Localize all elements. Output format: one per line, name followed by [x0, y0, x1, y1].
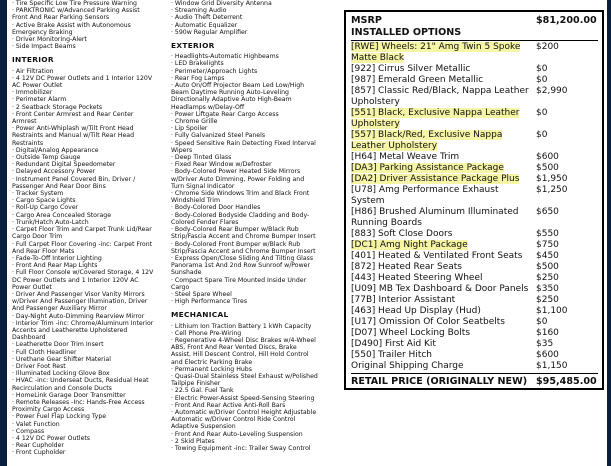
option-row [351, 251, 598, 262]
feature-line: · Perimeter Alarm [12, 96, 67, 104]
feature-line: · Body-Colored Front Bumper w/Black Rub [171, 240, 301, 248]
feature-line: · Body-Colored Power Heated Side Mirrors [171, 168, 301, 176]
option-price: $250 [536, 273, 559, 283]
option-row [351, 229, 598, 240]
feature-line: And Passenger Auxiliary Mirror [12, 305, 107, 313]
option-row [351, 130, 598, 152]
option-label: [550] Trailer Hitch [351, 350, 432, 360]
safety-feature-list [12, 0, 165, 50]
feature-line: Recirculation and Console Ducts [12, 384, 112, 392]
option-price: $0 [536, 317, 548, 327]
feature-line: · Outside Temp Gauge [12, 154, 81, 162]
feature-line: · Power Anti-Whiplash w/Tilt Front Head [12, 125, 134, 133]
feature-line: · Headlights-Automatic Highbeams [171, 53, 279, 61]
feature-line: And Rear Floor Mats [12, 247, 75, 255]
feature-line: · Automatic Equalizer [171, 21, 238, 29]
option-label: [U09] MB Tex Dashboard & Door Panels [351, 284, 529, 294]
option-price: $600 [536, 152, 559, 162]
option-label: [872] Heated Rear Seats [351, 262, 462, 272]
feature-line: · Fully Galvanized Steel Panels [171, 132, 266, 140]
feature-line: · Driver And Passenger Visor Vanity Mirrors [12, 290, 145, 298]
feature-line: Beam Daytime Running Auto-Leveling [171, 89, 289, 97]
option-row [351, 42, 598, 64]
option-label: [401] Heated & Ventilated Front Seats [351, 251, 523, 261]
option-label: [U78] Amg Performance Exhaust System [351, 185, 499, 206]
feature-line: · Redundant Digital Speedometer [12, 161, 116, 169]
option-label: [551] Black, Exclusive Nappa Leather Upholstery [351, 108, 520, 129]
feature-line: Tailpipe Finisher [171, 380, 221, 388]
feature-line: · Front And Rear Active Anti-Roll Bars [171, 401, 286, 409]
option-price: $450 [536, 251, 559, 261]
feature-line: · Full Floor Console w/Covered Storage, 4 12V [12, 269, 154, 277]
option-label: [U17] Omission Of Color Seatbelts [351, 317, 505, 327]
option-price: $200 [536, 42, 559, 52]
option-label: [DA2] Driver Assistance Package Plus [351, 174, 520, 184]
feature-line: w/Driver And Passenger Illumination, Driver [12, 298, 148, 306]
feature-line: · Fixed Rear Window w/Defroster [171, 161, 272, 169]
feature-line: Directionally Adaptive Auto High-Beam [171, 96, 292, 104]
option-price: $750 [536, 240, 559, 250]
option-label: [D490] First Aid Kit [351, 339, 436, 349]
feature-line: · LED Brakelights [171, 60, 224, 68]
option-price: $0 [536, 130, 548, 140]
retail-price-label: RETAIL PRICE (ORIGINALLY NEW) [351, 376, 528, 387]
feature-line: · Driver Foot Rest [12, 362, 66, 370]
feature-line: · Full Cloth Headliner [12, 348, 77, 356]
msrp-value: $81,200.00 [536, 15, 597, 26]
feature-line: · Quasi-Dual Stainless Steel Exhaust w/Polished [171, 372, 318, 380]
option-row [351, 339, 598, 350]
option-price: $500 [536, 262, 559, 272]
option-label: [987] Emerald Green Metallic [351, 75, 484, 85]
msrp-label: MSRP [351, 15, 382, 26]
feature-line: · Roll-Up Cargo Cover [12, 204, 79, 212]
option-row [351, 207, 598, 229]
option-price: $160 [536, 328, 559, 338]
feature-line: · HomeLink Garage Door Transmitter [12, 391, 126, 399]
feature-line: Accents and Leatherette Upholstered [12, 326, 128, 334]
feature-line: · 22.5 Gal. Fuel Tank [171, 387, 234, 395]
feature-line: Automatic w/Driver Control Ride Control [171, 416, 296, 424]
feature-line: · Front And Rear Auto-Leveling Suspension [171, 430, 303, 438]
option-label: [H86] Brushed Aluminum Illuminated Running Boards [351, 207, 519, 228]
feature-line: · Front And Rear Map Lights [12, 262, 98, 270]
feature-line: · Fade-To-Off Interior Lighting [12, 254, 102, 262]
feature-line: and Electric Parking Brake [171, 358, 253, 366]
feature-line: · Auto On/Off Projector Beam Led Low/High [171, 82, 305, 90]
option-label: [DA3] Parking Assistance Package [351, 163, 504, 173]
option-label: [857] Classic Red/Black, Nappa Leather Upholstery [351, 86, 529, 107]
feature-line: · Compass [12, 427, 45, 435]
audio-feature-list [171, 0, 336, 36]
feature-line: Headlamps w/Delay-Off [171, 103, 245, 111]
feature-line: · Illuminated Locking Glove Box [12, 370, 110, 378]
feature-line: · Valet Function [12, 420, 60, 428]
feature-line: · 2 Skid Plates [171, 437, 215, 445]
feature-line: Power Outlet [12, 283, 52, 291]
feature-line: Restraints [12, 139, 44, 147]
interior-heading: INTERIOR [12, 55, 54, 65]
feature-line: · Cargo Area Concealed Storage [12, 211, 112, 219]
option-row [351, 64, 598, 75]
feature-line: Proximity Cargo Access [12, 406, 85, 414]
retail-price-row [351, 375, 598, 388]
feature-line: · Digital/Analog Appearance [12, 146, 99, 154]
option-label: [557] Black/Red, Exclusive Nappa Leather Upholstery [351, 130, 503, 151]
option-price: $2,990 [536, 86, 568, 96]
option-row [351, 163, 598, 174]
option-row [351, 108, 598, 130]
feature-line: · Active Brake Assist with Autonomous [12, 21, 131, 29]
feature-line: · 4 12V DC Power Outlets [12, 434, 91, 442]
option-price: $1,100 [536, 306, 568, 316]
feature-line: · Steel Spare Wheel [171, 290, 232, 298]
feature-line: Sunshade [171, 269, 202, 277]
feature-line: · Chrome Side Windows Trim and Black Front [171, 190, 310, 198]
feature-line: · Front Cupholder [12, 449, 66, 457]
option-label: Original Shipping Charge [351, 361, 464, 371]
feature-line: · Instrument Panel Covered Bin, Driver / [12, 175, 136, 183]
option-price: $0 [536, 64, 548, 74]
feature-line: · Leatherette Door Trim Insert [12, 341, 104, 349]
feature-line: Front And Rear Parking Sensors [12, 14, 110, 22]
feature-line: · Cell Phone Pre-Wiring [171, 329, 242, 337]
feature-line: · Power Liftgate Rear Cargo Access [171, 110, 279, 118]
feature-line: · Rear Cupholder [12, 442, 64, 450]
feature-line: Windshield Trim [171, 197, 220, 205]
feature-line: · Air Filtration [12, 67, 54, 75]
feature-line: · Day-Night Auto-Dimming Rearview Mirror [12, 312, 145, 320]
window-sticker-sheet [7, 0, 607, 466]
feature-line: Strip/Fascia Accent and Chrome Bumper Insert [171, 233, 316, 241]
feature-line: Cargo [171, 283, 190, 291]
feature-line: · Electric Power-Assist Speed-Sensing Steering [171, 394, 315, 402]
feature-line: · Urethane Gear Shifter Material [12, 355, 111, 363]
options-top-rule [351, 40, 598, 41]
feature-line: · Driver Monitoring-Alert [12, 36, 87, 44]
feature-line: Assist, Hill Descent Control, Hill Hold Control [171, 351, 309, 359]
feature-line: AC Power Outlet [12, 82, 63, 90]
feature-line: · Delayed Accessory Power [12, 168, 96, 176]
feature-line: ABS, Front And Rear Vented Discs, Brake [171, 344, 297, 352]
option-row [351, 317, 598, 328]
option-label: [77B] Interior Assistant [351, 295, 456, 305]
feature-line: · Full Carpet Floor Covering -inc: Carpet Front [12, 240, 153, 248]
feature-line: · Lip Spoiler [171, 125, 208, 133]
feature-line: Emergency Braking [12, 28, 73, 36]
feature-line: Passenger And Rear Door Bins [12, 182, 106, 190]
feature-line: Turn Signal Indicator [171, 182, 235, 190]
feature-line: Wipers [171, 146, 193, 154]
feature-line: Strip/Fascia Accent and Chrome Bumper Insert [171, 247, 316, 255]
feature-line: · Tracker System [12, 190, 64, 198]
feature-line: · Speed Sensitive Rain Detecting Fixed Interval [171, 139, 316, 147]
option-price: $350 [536, 284, 559, 294]
feature-line: · Carpet Floor Trim and Carpet Trunk Lid/Rear [12, 226, 152, 234]
option-row [351, 152, 598, 163]
feature-line: · Power Fuel Flap Locking Type [12, 413, 107, 421]
feature-line: Dashboard [12, 334, 46, 342]
feature-line: · Immobilizer [12, 89, 53, 97]
option-row [351, 240, 598, 251]
option-row [351, 306, 598, 317]
option-row [351, 328, 598, 339]
option-price: $35 [536, 339, 554, 349]
option-price: $600 [536, 350, 559, 360]
option-row [351, 350, 598, 361]
option-label: [883] Soft Close Doors [351, 229, 453, 239]
feature-line: · Cargo Space Lights [12, 197, 76, 205]
feature-line: · Perimeter/Approach Lights [171, 67, 258, 75]
option-label: [922] Cirrus Silver Metallic [351, 64, 471, 74]
exterior-feature-list [171, 53, 336, 305]
middle-feature-column [171, 0, 336, 452]
feature-line: · Streaming Audio [171, 7, 227, 15]
installed-options-list [351, 42, 598, 372]
feature-line: · Front Center Armrest and Rear Center [12, 110, 134, 118]
option-label: [D07] Wheel Locking Bolts [351, 328, 471, 338]
retail-price-value: $95,485.00 [536, 376, 597, 387]
feature-line: · Lithium Ion Traction Battery 1 kWh Capacity [171, 322, 312, 330]
option-row [351, 361, 598, 372]
option-price: $0 [536, 108, 548, 118]
mechanical-feature-list [171, 323, 336, 453]
feature-line: · Regenerative 4-Wheel Disc Brakes w/4-Wheel [171, 336, 316, 344]
feature-line: · Window Grid Diversity Antenna [171, 0, 272, 7]
feature-line: · Chrome Grille [171, 118, 218, 126]
feature-line: · 4 12V DC Power Outlets and 1 Interior 120V [12, 74, 153, 82]
feature-line: Colored Fender Flares [171, 218, 239, 226]
feature-line: Armrest [12, 118, 37, 126]
exterior-heading: EXTERIOR [171, 41, 215, 51]
option-price: $500 [536, 163, 559, 173]
feature-line: · Body-Colored Door Handles [171, 204, 261, 212]
feature-line: · Automatic w/Driver Control Height Adjustable [171, 408, 317, 416]
option-price: $550 [536, 229, 559, 239]
options-bottom-rule [351, 373, 598, 374]
option-row [351, 273, 598, 284]
feature-line: · Compact Spare Tire Mounted Inside Under [171, 276, 307, 284]
feature-line: · Body-Colored Rear Bumper w/Black Rub [171, 226, 299, 234]
feature-line: · 590w Regular Amplifier [171, 28, 248, 36]
price-sticker-box [344, 10, 604, 390]
feature-line: · Trunk/Hatch Auto-Latch [12, 218, 89, 226]
feature-line: Restraints and Manual w/Tilt Rear Head [12, 132, 135, 140]
feature-line: · Tire Specific Low Tire Pressure Warning [12, 0, 137, 7]
installed-options-heading: INSTALLED OPTIONS [351, 27, 462, 38]
feature-line: · Audio Theft Deterrent [171, 14, 243, 22]
feature-line: · Deep Tinted Glass [171, 154, 232, 162]
mechanical-heading: MECHANICAL [171, 310, 229, 320]
option-label: [463] Head Up Display (Hud) [351, 306, 481, 316]
feature-line: · Express Open/Close Sliding And Tilting Glass [171, 254, 314, 262]
option-price: $250 [536, 295, 559, 305]
feature-line: Panorama 1st And 2nd Row Sunroof w/Power [171, 262, 311, 270]
feature-line: · Permanent Locking Hubs [171, 365, 252, 373]
option-row [351, 262, 598, 273]
feature-line: · PARKTRONIC w/Advanced Parking Assist [12, 7, 140, 15]
option-row [351, 75, 598, 86]
feature-line: · Body-Colored Bodyside Cladding and Body- [171, 211, 310, 219]
feature-line: · Towing Equipment -inc: Trailer Sway Control [171, 444, 311, 452]
option-row [351, 86, 598, 108]
option-price: $1,250 [536, 185, 568, 195]
feature-line: · Remote Releases -Inc: Hands-Free Access [12, 398, 145, 406]
feature-line: · High Performance Tires [171, 298, 248, 306]
option-label: [RWE] Wheels: 21" Amg Twin 5 Spoke Matte Black [351, 42, 521, 63]
feature-line: Cargo Door Trim [12, 233, 63, 241]
option-row [351, 295, 598, 306]
msrp-row [351, 14, 598, 27]
interior-feature-list [12, 68, 165, 457]
option-label: [DC1] Amg Night Package [351, 240, 468, 250]
option-price: $0 [536, 75, 548, 85]
feature-line: · 2 Seatback Storage Pockets [12, 103, 103, 111]
feature-line: Adaptive Suspension [171, 423, 236, 431]
option-row [351, 174, 598, 185]
option-label: [H64] Metal Weave Trim [351, 152, 460, 162]
option-price: $1,950 [536, 174, 568, 184]
feature-line: w/Driver Auto Dimming, Power Folding and [171, 175, 305, 183]
left-feature-column [12, 0, 165, 457]
feature-line: DC Power Outlets and 1 Interior 120V AC [12, 276, 139, 284]
option-row [351, 284, 598, 295]
option-label: [443] Heated Steering Wheel [351, 273, 483, 283]
option-price: $1,150 [536, 361, 568, 371]
feature-line: · Rear Fog Lamps [171, 74, 225, 82]
feature-line: · HVAC -inc: Underseat Ducts, Residual Heat [12, 377, 149, 385]
feature-line: · Interior Trim -inc: Chrome/Aluminum Interior [12, 319, 154, 327]
feature-line: · Side Impact Beams [12, 43, 76, 51]
option-price: $650 [536, 207, 559, 217]
option-row [351, 185, 598, 207]
